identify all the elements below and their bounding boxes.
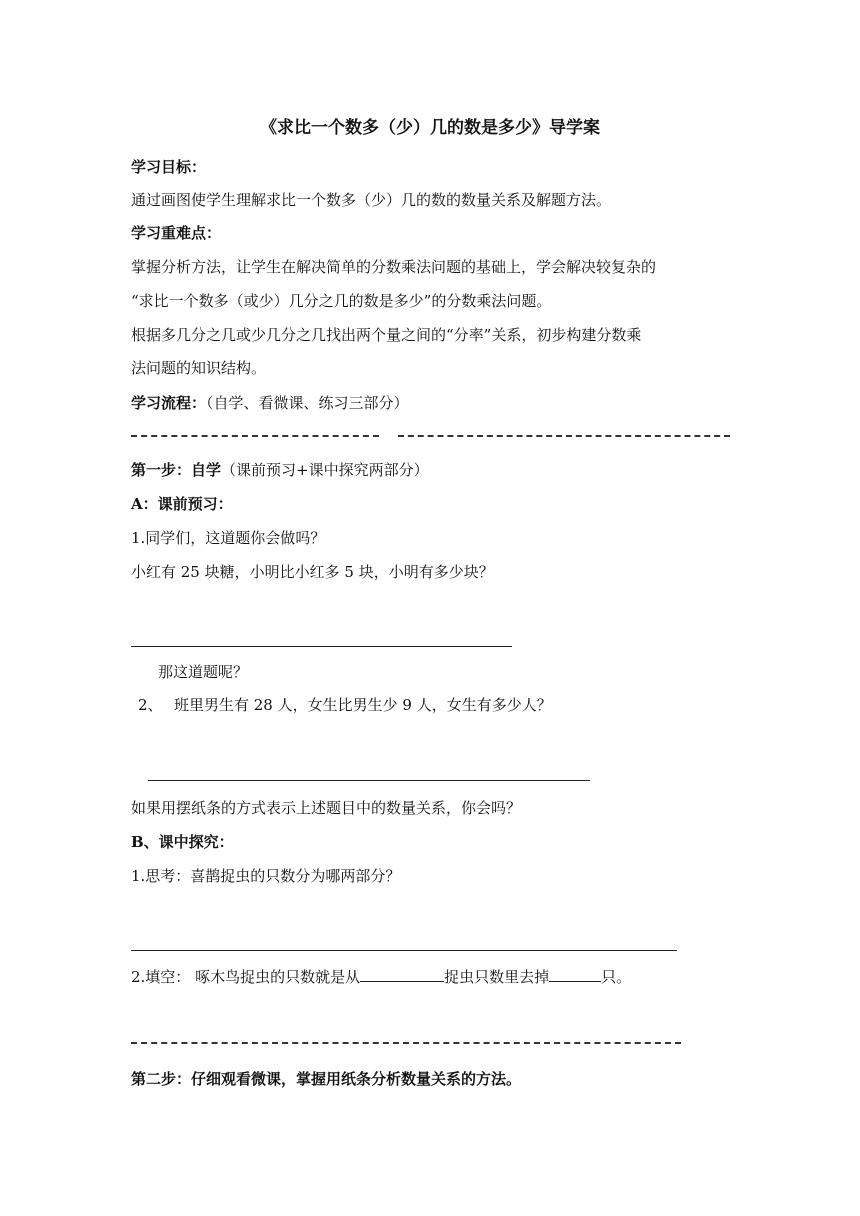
answer-line-3[interactable] [131,950,677,951]
part-b-label: B、课中探究： [131,833,234,851]
part-a-problem-1: 小红有 25 块糖，小明比小红多 5 块，小明有多少块？ [131,563,494,581]
process-text: （自学、看微课、练习三部分） [206,394,409,412]
process-row [131,393,409,413]
part-a-label: A：课前预习： [131,495,233,513]
answer-line-1[interactable] [131,646,512,647]
key-points-line-4: 法问题的知识结构。 [131,359,267,377]
key-points-line-3: 根据多几分之几或少几分之几找出两个量之间的“分率”关系，初步构建分数乘 [131,326,642,344]
step1-text: （课前预习+课中探究两部分） [221,461,429,479]
key-points-line-2: “求比一个数多（或少）几分之几的数是多少”的分数乘法问题。 [131,292,552,310]
part-a-question-1: 1.同学们，这道题你会做吗？ [131,529,326,547]
key-points-label: 学习重难点： [131,224,222,242]
fill-middle: 捉虫只数里去掉 [444,968,550,986]
fill-suffix: 只。 [601,968,632,986]
fill-blank-1[interactable] [360,967,444,982]
paper-strip-question: 如果用摆纸条的方式表示上述题目中的数量关系，你会吗？ [131,799,522,817]
process-label: 学习流程： [131,394,207,412]
section-divider-left [131,435,379,437]
transition-text: 那这道题呢？ [158,663,249,681]
fill-prefix: 2.填空： 啄木鸟捉虫的只数就是从 [131,968,361,986]
part-b-question-1: 1.思考：喜鹊捉虫的只数分为哪两部分？ [131,867,401,885]
section-divider-2 [131,1042,681,1044]
step1-row [131,460,429,480]
part-b-question-2 [131,967,631,987]
key-points-line-1: 掌握分析方法，让学生在解决简单的分数乘法问题的基础上，学会解决较复杂的 [131,258,657,276]
objectives-text: 通过画图使学生理解求比一个数多（少）几的数的数量关系及解题方法。 [131,191,612,209]
fill-blank-2[interactable] [549,967,601,982]
part-a-question-2-number: 2、 [138,696,163,714]
step1-label: 第一步：自学 [131,461,222,479]
answer-line-2[interactable] [148,780,590,781]
section-divider-right [398,435,730,437]
part-a-problem-2: 班里男生有 28 人，女生比男生少 9 人，女生有多少人？ [174,696,552,714]
objectives-label: 学习目标： [131,158,207,176]
page-title: 《求比一个数多（少）几的数是多少》导学案 [260,118,600,138]
step2-label: 第二步：仔细观看微课，掌握用纸条分析数量关系的方法。 [131,1070,522,1088]
